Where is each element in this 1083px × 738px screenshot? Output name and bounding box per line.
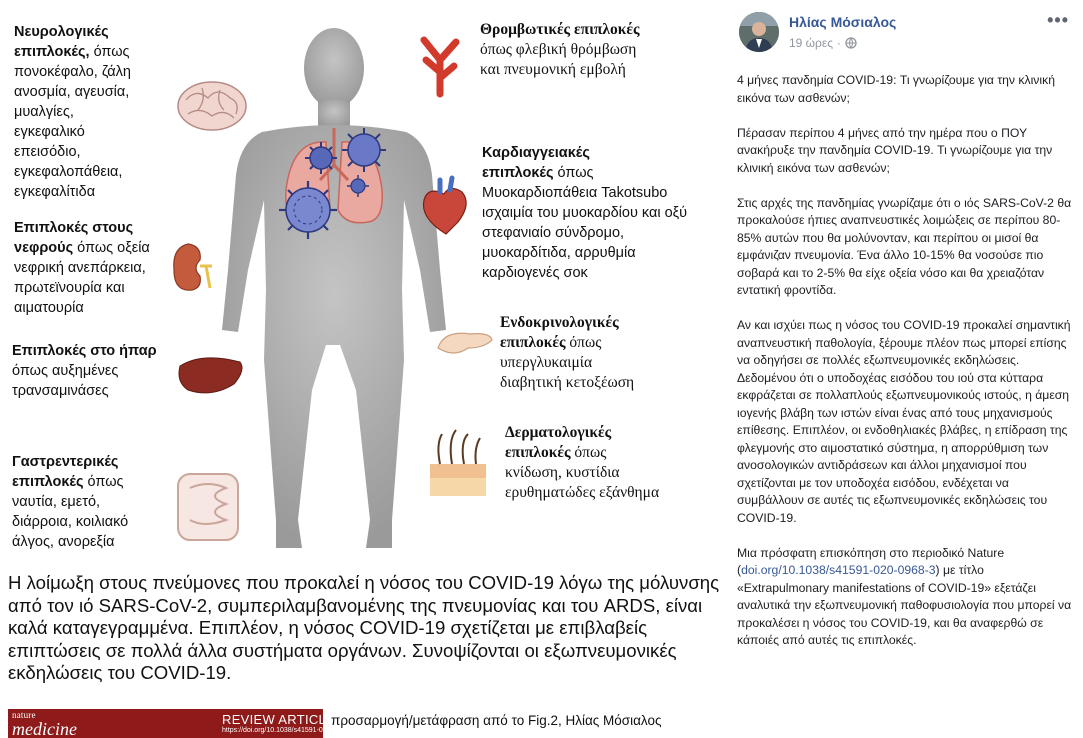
liver-title: Επιπλοκές στο ήπαρ [12,343,157,359]
facebook-post [725,0,1083,738]
kidney-title-a: Επιπλοκές στους [14,220,134,236]
endo-title-b: επιπλοκές [500,334,566,351]
derma-title-b: επιπλοκές [505,444,571,461]
thrombo-title: Θρομβωτικές επιπλοκές [480,21,640,38]
liver-line-0: όπως αυξημένες [12,363,119,379]
gastro-title-a: Γαστρεντερικές [12,454,119,470]
intestine-icon [178,474,238,540]
review-article-doi: https://doi.org/10.1038/s41591-020-0968-3 [222,727,355,734]
endo-line-1: διαβητική κετοξέωση [500,374,635,391]
liver-line-1: τρανσαμινάσες [12,383,109,399]
post-meta [789,36,857,50]
skin-icon [430,430,486,496]
neuro-title: Νευρολογικές επιπλοκές, [14,24,109,60]
gastro-rest: όπως [87,474,124,490]
neuro-line-5: επεισόδιο, [14,144,81,160]
post-last-before: Μια πρόσφατη επισκόπηση στο περιοδικό Nature ( [737,545,1005,577]
thrombo-line-0: όπως φλεβική θρόμβωση [480,41,637,58]
post-time[interactable]: 19 ώρες [789,36,834,50]
gastro-line-2: άλγος, ανορεξία [12,534,115,550]
neuro-complications [14,22,164,202]
cardio-line-2: στεφανιαίο σύνδρομο, [482,225,625,241]
kidney-line-2: αιματουρία [14,300,84,316]
cardio-line-3: μυοκαρδίτιδα, αρρυθμία [482,245,636,261]
derma-line-0: κνίδωση, κυστίδια [505,464,620,481]
adaptation-credit: προσαρμογή/μετάφραση από το Fig.2, Ηλίας Μόσιαλος [331,713,662,728]
post-author[interactable]: Ηλίας Μόσιαλος [789,14,897,30]
neuro-line-2: ανοσμία, αγευσία, [14,84,130,100]
cardio-line-4: καρδιογενές σοκ [482,265,588,281]
derma-line-1: ερυθηματώδες εξάνθημα [505,484,660,501]
post-paragraph-0: 4 μήνες πανδημία COVID-19: Τι γνωρίζουμε για την κλινική εικόνα των ασθενών; [737,73,1055,105]
neuro-line-0: όπως [93,44,130,60]
neuro-line-6: εγκεφαλοπάθεια, [14,164,123,180]
cardio-title-b: επιπλοκές [482,165,554,181]
neuro-line-7: εγκεφαλίτιδα [14,184,96,200]
avatar-photo [739,12,779,52]
infographic-caption: Η λοίμωξη στους πνεύμονες που προκαλεί η νόσος του COVID-19 λόγω της μόλυνσης από τον ιό SARS-CoV-2, συμπεριλαμβανομένης της πνευμονίας και του ARDS, είναι καλά καταγεγραμμένα. Επιπλέον, η νόσος COVID-19 σχετίζεται με επιβλαβείς επιπτώσεις σε πολλά άλλα συστήματα οργάνων. Συνοψίζονται οι εξωπνευμονικές εκδηλώσεις του COVID-19. [8,572,720,684]
post-last-after: ) με τίτλο «Extrapulmonary manifestations of COVID-19» εξετάζει αναλυτικά την εξωπνευμονική παθοφυσιολογία που μπορεί να προκαλέσει η νόσος του COVID-19, και θα αναφερθώ σε κάποιές από αυτές τις επιπλοκές. [737,563,1072,647]
neuro-line-1: πονοκέφαλο, ζάλη [14,64,131,80]
gastro-title-b: επιπλοκές [12,474,84,490]
cardio-title-a: Καρδιαγγειακές [482,145,590,161]
kidney-line-0: νεφρική ανεπάρκεια, [14,260,146,276]
endo-title-a: Ενδοκρινολογικές [500,314,619,331]
endo-complications [500,313,634,393]
body-silhouette [222,28,446,548]
avatar[interactable] [739,12,779,52]
doi-link[interactable]: doi.org/10.1038/s41591-020-0968-3 [741,563,936,577]
neuro-line-3: μυαλγίες, [14,104,74,120]
gastro-line-1: διάρροια, κοιλιακό [12,514,129,530]
kidney-complications [14,218,150,318]
liver-complications [12,341,157,401]
kidney-title-b: νεφρούς [14,240,74,256]
thrombo-line-1: και πνευμονική εμβολή [480,61,626,78]
post-paragraph-4 [737,545,1073,650]
more-options-button[interactable]: ••• [1047,10,1069,30]
endo-rest: όπως [569,334,602,351]
liver-icon [179,358,242,393]
post-paragraph-3: Αν και ισχύει πως η νόσος του COVID-19 προκαλεί σημαντική αναπνευστική παθολογία, ξέρουμε πλέον πως μπορεί επίσης να οδηγήσει σε πολλές εξωπνευμονικές εκδηλώσεις. Δεδομένου ότι ο υποδοχέας εισόδου του ιού στα κύτταρα εκφράζεται σε πολλαπλούς εξωπνευμονικούς ιστούς, η άμεση ιογενής βλάβη των ιστών είναι ένας από τους μηχανισμούς επίθεσης. Επιπλέον, οι ενδοθηλιακές βλάβες, η επίδραση της φλεγμονής στο αιμοστατικό σύστημα, η απορρύθμιση των ανοσολογικών αντιδράσεων και άλλοι μηχανισμοί που σχετίζονται με τον υποδοχέα εισόδου, ενδέχεται να συμβάλλουν σε αυτές τις εξωπνευμονικές εκδηλώσεις του COVID-19. [737,318,1071,525]
logo-big: medicine [12,719,77,738]
gastro-complications [12,452,128,552]
derma-rest: όπως [574,444,607,461]
cardio-line-0: Μυοκαρδιοπάθεια Takotsubo [482,185,668,201]
review-article-label: REVIEW ARTICLE [222,712,336,727]
cardio-rest: όπως [557,165,594,181]
kidney-icon [174,244,212,290]
cardio-line-1: ισχαιμία του μυοκαρδίου και οξύ [482,205,688,221]
kidney-rest: όπως οξεία [77,240,150,256]
post-paragraph-1: Πέρασαν περίπου 4 μήνες από την ημέρα που ο ΠΟΥ ανακήρυξε την πανδημία COVID-19. Τι γνωρίζουμε για την κλινική εικόνα των ασθενών; [737,125,1053,175]
derma-title-a: Δερματολογικές [505,424,612,441]
brain-icon [178,82,246,130]
pancreas-icon [438,333,492,353]
nature-medicine-logo [12,711,77,738]
logo-small: nature [12,710,36,720]
derma-complications [505,423,659,503]
blood-vessel-icon [424,40,456,94]
meta-separator: · [837,36,842,50]
post-paragraph-2: Στις αρχές της πανδημίας γνωρίζαμε ότι ο ιός SARS-CoV-2 θα προκαλούσε ήπιες αναπνευστικές λοιμώξεις σε περίπου 80-85% αυτών που θα μολύνονταν, και περίπου οι μισοί θα εμφάνιζαν πνευμονία. Ένα άλλο 10-15% θα νοσούσε πιο σοβαρά και το 2-5% θα είχε οξεία νόσο και θα χρειαζόταν εντατική φροντίδα. [737,195,1072,297]
endo-line-0: υπεργλυκαιμία [500,354,593,371]
thrombo-complications [480,20,640,80]
gastro-line-0: ναυτία, εμετό, [12,494,101,510]
cardio-complications [482,143,687,283]
globe-icon[interactable] [845,37,857,49]
post-body [737,72,1073,667]
neuro-line-4: εγκεφαλικό [14,124,85,140]
kidney-line-1: πρωτεϊνουρία και [14,280,125,296]
